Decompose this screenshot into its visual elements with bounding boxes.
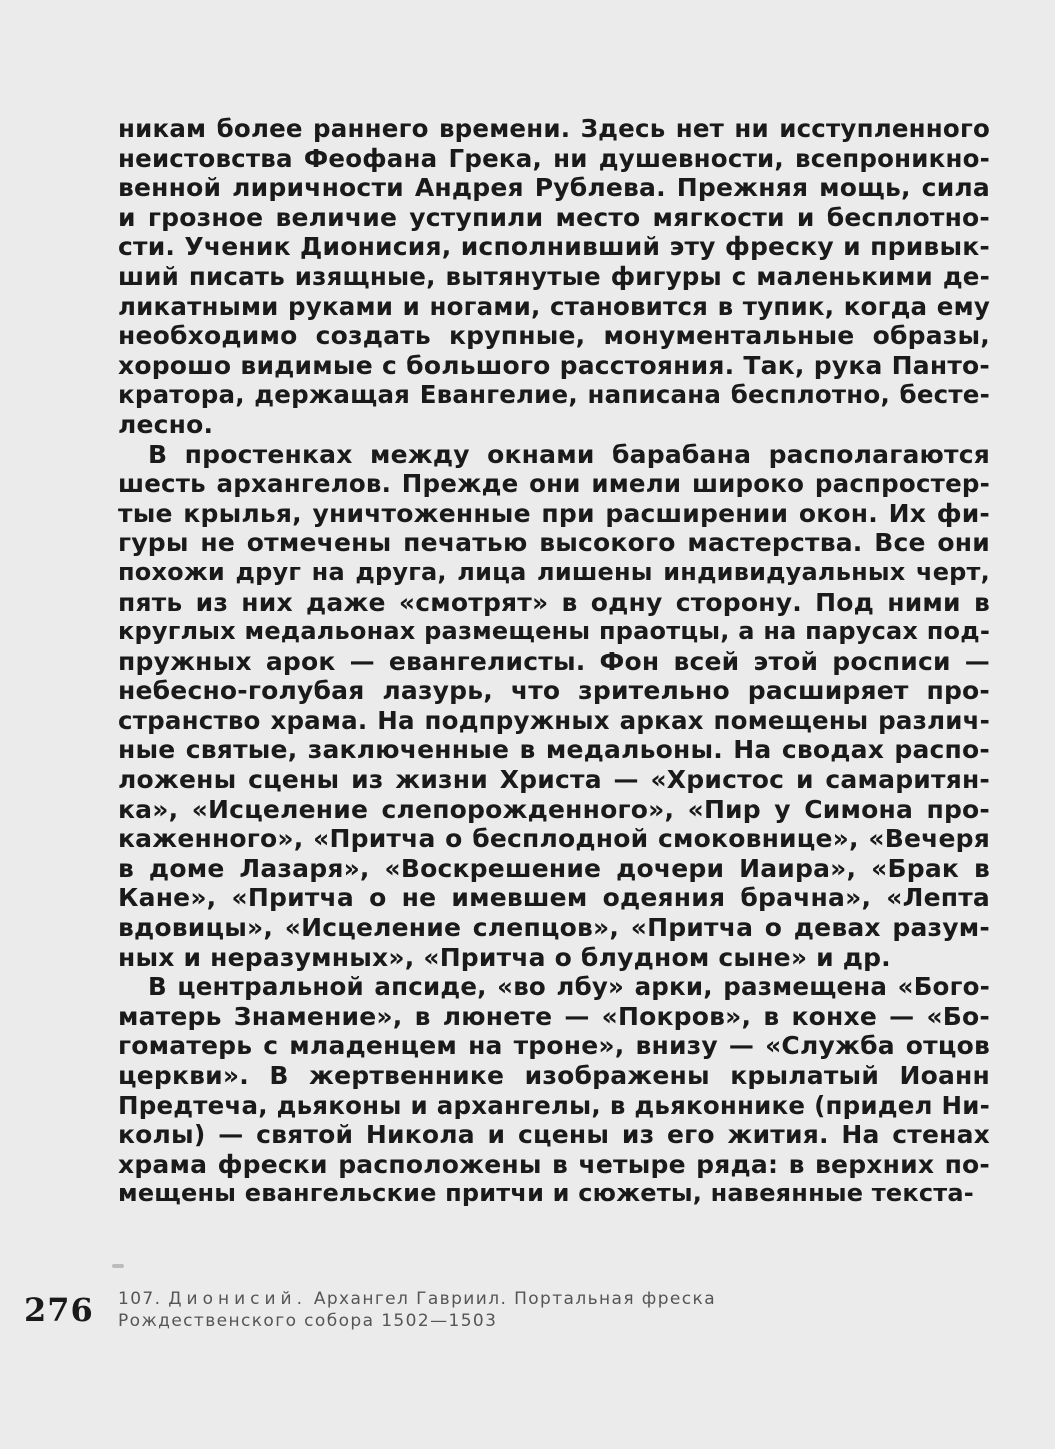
- text-line: сти. Ученик Дионисия, исполнивший эту фреску и привык-: [118, 232, 990, 262]
- text-line: матерь Знамение», в люнете — «Покров», в конхе — «Бо-: [118, 1001, 990, 1031]
- text-line: круглых медальонах размещены праотцы, а на парусах под-: [118, 617, 990, 646]
- text-line: шесть архангелов. Прежде они имели широко распростер-: [118, 469, 990, 499]
- text-line: венной лиричности Андрея Рублева. Прежняя мощь, сила: [118, 173, 990, 203]
- text-line: никам более раннего времени. Здесь нет ни исступленного: [118, 114, 990, 143]
- text-line: необходимо создать крупные, монументальные образы,: [118, 321, 990, 351]
- text-line: небесно-голубая лазурь, что зрительно расширяет про-: [118, 676, 990, 706]
- paragraph: [118, 440, 990, 973]
- text-line: кратора, держащая Евангелие, написана бесплотно, бесте-: [118, 380, 990, 410]
- text-line: гоматерь с младенцем на троне», внизу — «Служба отцов: [118, 1031, 990, 1061]
- page-number: 276: [24, 1291, 94, 1329]
- text-line: мещены евангельские притчи и сюжеты, навеянные текста-: [118, 1179, 974, 1208]
- text-line: странство храма. На подпружных арках помещены различ-: [118, 705, 990, 735]
- caption-line-2: Рождественского собора 1502—1503: [118, 1311, 498, 1331]
- text-line: Кане», «Притча о не имевшем одеяния брачна», «Лепта: [118, 883, 990, 913]
- text-line: лесно.: [118, 409, 214, 439]
- text-line: пружных арок — евангелисты. Фон всей этой росписи —: [118, 646, 990, 676]
- text-line: В центральной апсиде, «во лбу» арки, размещена «Бого-: [148, 972, 990, 1002]
- caption-number: 107.: [118, 1289, 162, 1309]
- text-line: ные святые, заключенные в медальоны. На сводах распо-: [118, 735, 990, 765]
- text-line: хорошо видимые с большого расстояния. Так, рука Панто-: [118, 350, 990, 380]
- text-line: В простенках между окнами барабана располагаются: [148, 439, 990, 469]
- caption-title: Архангел Гавриил. Портальная фреска: [313, 1289, 717, 1309]
- text-line: ложены сцены из жизни Христа — «Христос и самаритян-: [118, 765, 990, 795]
- text-line: в доме Лазаря», «Воскрешение дочери Иаира», «Брак в: [118, 853, 990, 883]
- text-line: тые крылья, уничтоженные при расширении окон. Их фи-: [118, 498, 990, 528]
- text-line: пять из них даже «смотрят» в одну сторону. Под ними в: [118, 587, 990, 617]
- text-line: храма фрески расположены в четыре ряда: в верхних по-: [118, 1149, 990, 1179]
- text-line: Предтеча, дьяконы и архангелы, в дьяконнике (придел Ни-: [118, 1090, 990, 1120]
- text-line: ка», «Исцеление слепорожденного», «Пир у Симона про-: [118, 794, 990, 824]
- caption-line-1: [118, 1288, 716, 1310]
- figure-caption: [118, 1288, 716, 1332]
- body-text: [118, 114, 990, 1209]
- text-line: ший писать изящные, вытянутые фигуры с маленькими де-: [118, 261, 990, 291]
- print-speck: [112, 1264, 124, 1268]
- text-line: колы) — святой Никола и сцены из его жития. На стенах: [118, 1120, 990, 1150]
- paragraph: [118, 114, 990, 440]
- text-line: вдовицы», «Исцеление слепцов», «Притча о девах разум-: [118, 913, 990, 943]
- text-line: каженного», «Притча о бесплодной смоковнице», «Вечеря: [118, 824, 990, 854]
- text-line: гуры не отмечены печатью высокого мастерства. Все они: [118, 528, 990, 558]
- text-line: похожи друг на друга, лица лишены индивидуальных черт,: [118, 557, 990, 586]
- text-line: неистовства Феофана Грека, ни душевности, всепроникно-: [118, 143, 990, 173]
- paragraph: [118, 972, 990, 1209]
- text-line: церкви». В жертвеннике изображены крылатый Иоанн: [118, 1061, 990, 1090]
- text-line: ных и неразумных», «Притча о блудном сыне» и др.: [118, 942, 891, 972]
- text-line: ликатными руками и ногами, становится в тупик, когда ему: [118, 291, 990, 321]
- caption-author: Дионисий.: [168, 1289, 308, 1309]
- text-line: и грозное величие уступили место мягкости и бесплотно-: [118, 202, 990, 232]
